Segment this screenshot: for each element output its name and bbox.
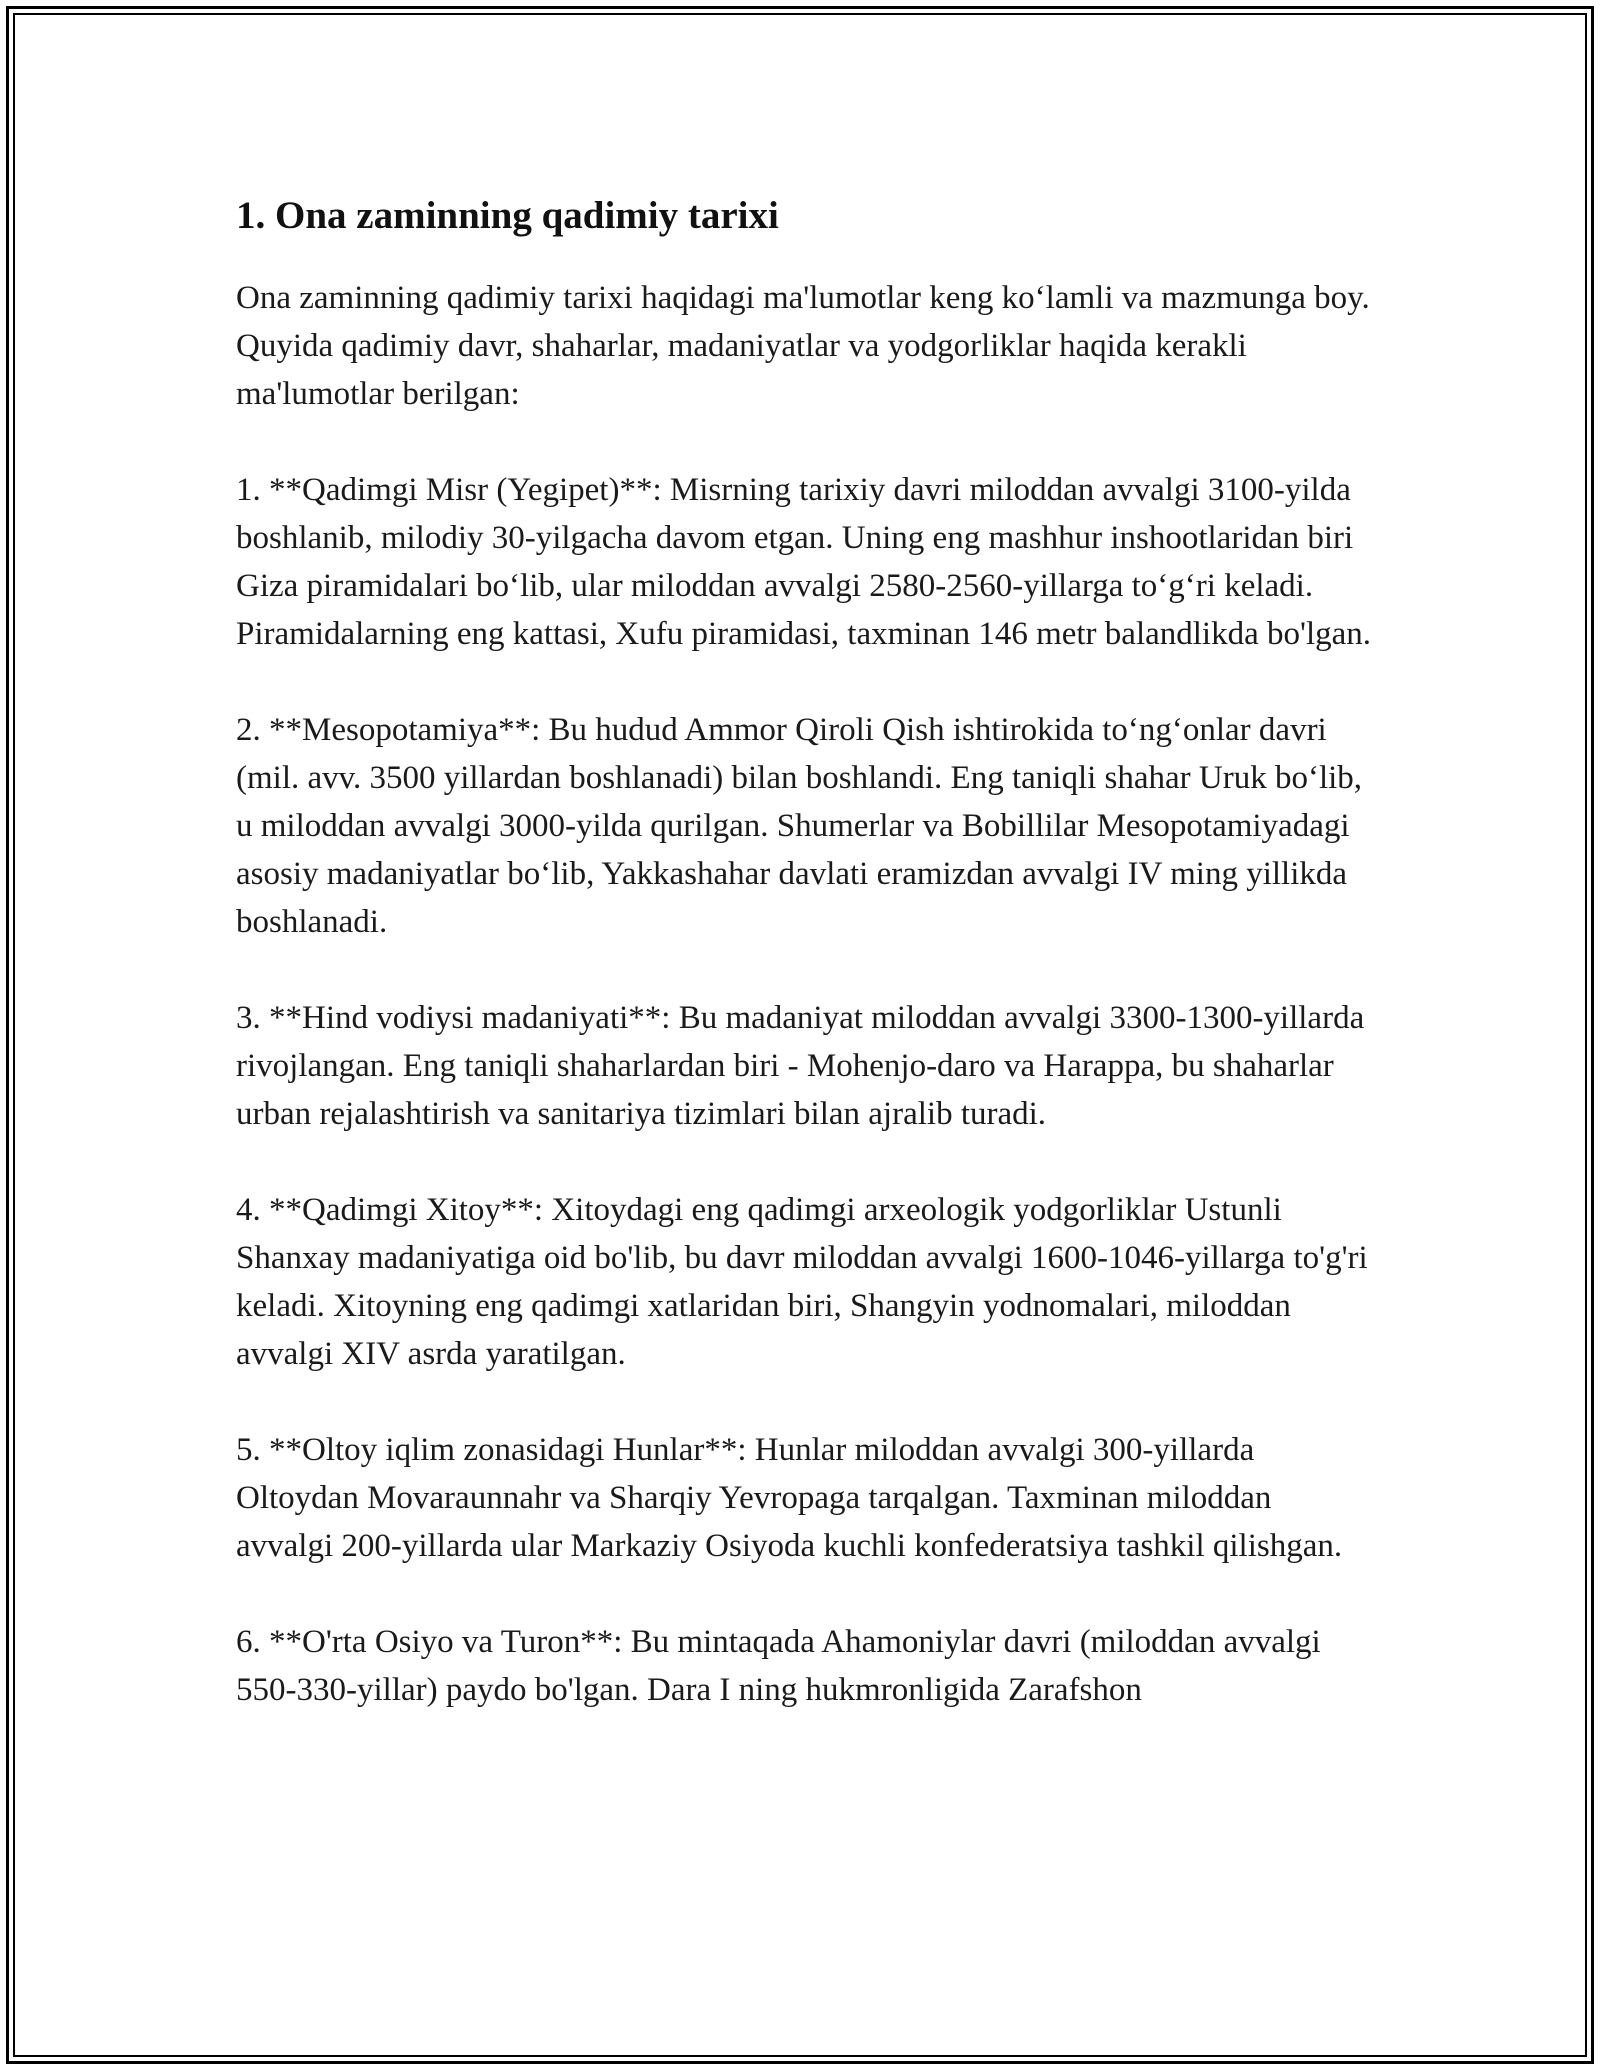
- paragraph-central-asia: 6. **O'rta Osiyo va Turon**: Bu mintaqada Ahamoniylar davri (miloddan avvalgi 550-330-yillar) paydo bo'lgan. Dara I ning hukmronligida Zarafshon: [236, 1624, 1321, 1708]
- section-heading: 1. Ona zaminning qadimiy tarixi: [236, 194, 779, 237]
- intro-paragraph: Ona zaminning qadimiy tarixi haqidagi ma'lumotlar keng ko‘lamli va mazmunga boy. Quyida qadimiy davr, shaharlar, madaniyatlar va yodgorliklar haqida kerakli ma'lumotlar berilgan:: [236, 280, 1370, 412]
- paragraph-china: 4. **Qadimgi Xitoy**: Xitoydagi eng qadimgi arxeologik yodgorliklar Ustunli Shanxay madaniyatiga oid bo'lib, bu davr miloddan avvalgi 1600-1046-yillarga to'g'ri keladi. Xitoyning eng qadimgi xatlaridan biri, Shangyin yodnomalari, miloddan avvalgi XIV asrda yaratilgan.: [236, 1192, 1368, 1372]
- paragraph-mesopotamia: 2. **Mesopotamiya**: Bu hudud Ammor Qiroli Qish ishtirokida to‘ng‘onlar davri (mil. avv. 3500 yillardan boshlanadi) bilan boshlandi. Eng taniqli shahar Uruk bo‘lib, u miloddan avvalgi 3000-yilda qurilgan. Shumerlar va Bobillilar Mesopotamiyadagi asosiy madaniyatlar bo‘lib, Yakkashahar davlati eramizdan avvalgi IV ming yillikda boshlanadi.: [236, 712, 1363, 940]
- paragraph-egypt: 1. **Qadimgi Misr (Yegipet)**: Misrning tarixiy davri miloddan avvalgi 3100-yilda boshlanib, milodiy 30-yilgacha davom etgan. Uning eng mashhur inshootlaridan biri Giza piramidalari bo‘lib, ular miloddan avvalgi 2580-2560-yillarga to‘g‘ri keladi. Piramidalarning eng kattasi, Xufu piramidasi, taxminan 146 metr balandlikda bo'lgan.: [236, 472, 1372, 652]
- paragraph-indus-valley: 3. **Hind vodiysi madaniyati**: Bu madaniyat miloddan avvalgi 3300-1300-yillarda rivojlangan. Eng taniqli shaharlardan biri - Mohenjo-daro va Harappa, bu shaharlar urban rejalashtirish va sanitariya tizimlari bilan ajralib turadi.: [236, 1000, 1365, 1132]
- document-body: [236, 186, 1376, 1714]
- paragraph-huns: 5. **Oltoy iqlim zonasidagi Hunlar**: Hunlar miloddan avvalgi 300-yillarda Oltoydan Movaraunnahr va Sharqiy Yevropaga tarqalgan. Taxminan miloddan avvalgi 200-yillarda ular Markaziy Osiyoda kuchli konfederatsiya tashkil qilishgan.: [236, 1432, 1343, 1564]
